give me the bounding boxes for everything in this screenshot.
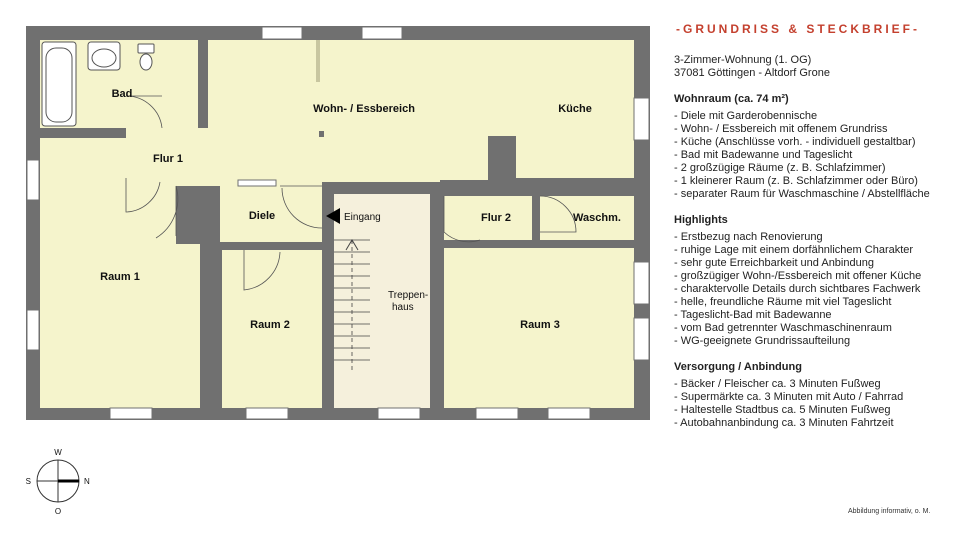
room-label-flur2: Flur 2 bbox=[481, 212, 511, 224]
list-item: - Supermärkte ca. 3 Minuten mit Auto / Fahrrad bbox=[674, 391, 904, 403]
room-label-wohn: Wohn- / Essbereich bbox=[313, 103, 415, 115]
list-item: - charaktervolle Details durch sichtbares Fachwerk bbox=[674, 283, 921, 295]
list-item: - Autobahnanbindung ca. 3 Minuten Fahrtzeit bbox=[674, 417, 894, 429]
wall-flur2-waschm bbox=[532, 196, 540, 240]
compass-n: N bbox=[84, 477, 90, 486]
list-item: - helle, freundliche Räume mit viel Tageslicht bbox=[674, 296, 892, 308]
wall-bad-bottom bbox=[40, 128, 126, 138]
room-label-kueche: Küche bbox=[558, 103, 592, 115]
stairwell-label-2: haus bbox=[392, 302, 414, 313]
list-item: - ruhige Lage mit einem dorfähnlichem Charakter bbox=[674, 244, 914, 256]
list-item: - Bäcker / Fleischer ca. 3 Minuten Fußweg bbox=[674, 378, 881, 390]
address-line-2: 37081 Göttingen - Altdorf Grone bbox=[674, 67, 830, 79]
wall-raum1-stub bbox=[176, 186, 200, 244]
list-item: - sehr gute Erreichbarkeit und Anbindung bbox=[674, 257, 874, 269]
list-item: - Küche (Anschlüsse vorh. - individuell gestaltbar) bbox=[674, 136, 916, 148]
list-item: - Tageslicht-Bad mit Badewanne bbox=[674, 309, 832, 321]
list-item: - vom Bad getrennter Waschmaschinenraum bbox=[674, 322, 892, 334]
wall-diele-bottom bbox=[220, 242, 322, 250]
compass bbox=[26, 448, 90, 516]
wall-stair-right bbox=[430, 194, 444, 408]
room-label-flur1: Flur 1 bbox=[153, 153, 183, 165]
room-label-diele: Diele bbox=[248, 210, 276, 222]
toilet bbox=[138, 44, 154, 53]
room-label-raum1: Raum 1 bbox=[100, 271, 140, 283]
compass-o: O bbox=[54, 507, 62, 516]
entrance-label: Eingang bbox=[344, 212, 381, 223]
wall-flur2-top bbox=[440, 186, 634, 196]
list-item: - WG-geeignete Grundrissaufteilung bbox=[674, 335, 851, 347]
stairwell-label-1: Treppen- bbox=[388, 290, 429, 301]
list-item: - 1 kleinerer Raum (z. B. Schlafzimmer oder Büro) bbox=[674, 175, 918, 187]
wall-stair-top bbox=[322, 182, 442, 194]
timber-posts bbox=[316, 40, 320, 82]
wohnraum-list bbox=[674, 110, 954, 201]
address-line-1: 3-Zimmer-Wohnung (1. OG) bbox=[674, 54, 812, 66]
list-item: - separater Raum für Waschmaschine / Abstellfläche bbox=[674, 188, 930, 200]
room-label-raum3: Raum 3 bbox=[520, 319, 560, 331]
list-item: - großzügiger Wohn-/Essbereich mit offener Küche bbox=[674, 270, 922, 282]
list-item: - Erstbezug nach Renovierung bbox=[674, 231, 823, 243]
list-item: - Haltestelle Stadtbus ca. 5 Minuten Fußweg bbox=[674, 404, 891, 416]
highlights-list bbox=[674, 231, 954, 348]
list-item: - Diele mit Garderobennische bbox=[674, 110, 818, 122]
highlights-heading: Highlights bbox=[674, 214, 728, 226]
list-item: - 2 großzügige Räume (z. B. Schlafzimmer) bbox=[674, 162, 886, 174]
wall-raum2-sep bbox=[214, 250, 222, 410]
address-block bbox=[674, 54, 954, 80]
versorgung-list bbox=[674, 378, 954, 430]
pillar bbox=[319, 131, 324, 137]
room-label-bad: Bad bbox=[111, 88, 133, 100]
room-label-waschm: Waschm. bbox=[573, 212, 621, 224]
info-panel bbox=[674, 22, 954, 430]
wohnraum-heading: Wohnraum (ca. 74 m²) bbox=[674, 93, 789, 105]
room-label-raum2: Raum 2 bbox=[250, 319, 290, 331]
compass-s: S bbox=[25, 477, 31, 486]
footnote: Abbildung informativ, o. M. bbox=[848, 508, 931, 515]
wall-kitchen-side bbox=[516, 178, 634, 186]
wall-kitchen-pillar bbox=[488, 136, 516, 186]
compass-w: W bbox=[54, 448, 62, 457]
wall-bad-right bbox=[198, 40, 208, 128]
versorgung-heading: Versorgung / Anbindung bbox=[674, 361, 802, 373]
wall-flur2-bottom bbox=[444, 240, 634, 248]
list-item: - Wohn- / Essbereich mit offenem Grundriss bbox=[674, 123, 888, 135]
stairwell-floor bbox=[334, 194, 430, 408]
panel-title: -GRUNDRISS & STECKBRIEF- bbox=[676, 22, 921, 36]
list-item: - Bad mit Badewanne und Tageslicht bbox=[674, 149, 853, 161]
